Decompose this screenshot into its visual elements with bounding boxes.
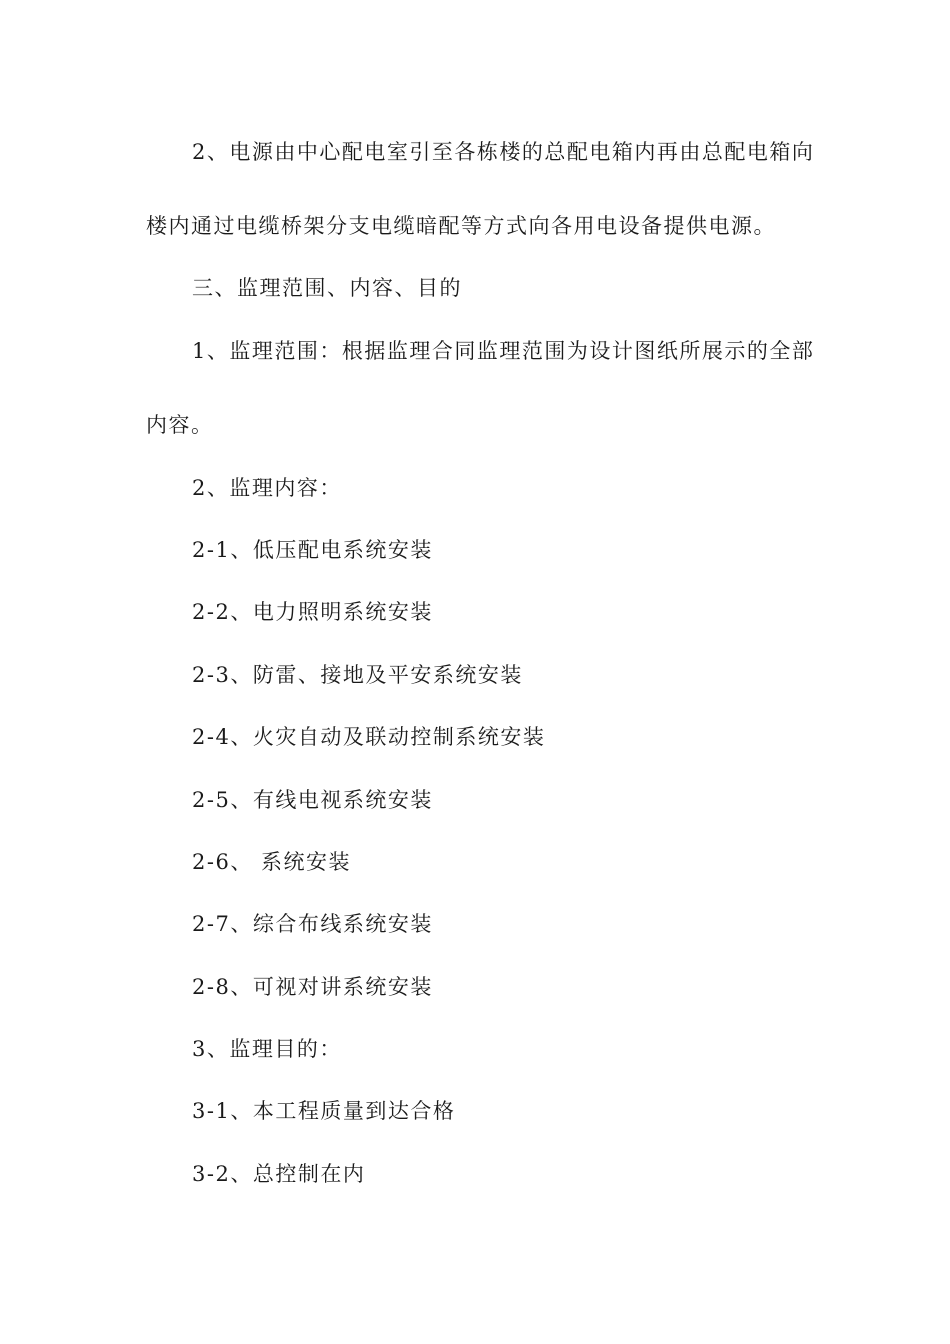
list-item-2-7: 2-7、综合布线系统安装	[192, 912, 433, 936]
list-item-2-6: 2-6、 系统安装	[192, 850, 351, 874]
subheading-content: 2、监理内容：	[192, 476, 342, 500]
paragraph-scope-line-1: 1、监理范围：根据监理合同监理范围为设计图纸所展示的全部	[192, 339, 815, 363]
section-heading-scope: 三、监理范围、内容、目的	[192, 276, 462, 300]
list-item-2-4: 2-4、火灾自动及联动控制系统安装	[192, 725, 546, 749]
paragraph-power-source-line-2: 楼内通过电缆桥架分支电缆暗配等方式向各用电设备提供电源。	[146, 214, 776, 238]
list-item-2-1: 2-1、低压配电系统安装	[192, 538, 433, 562]
list-item-3-1: 3-1、本工程质量到达合格	[192, 1099, 456, 1123]
paragraph-power-source-line-1: 2、电源由中心配电室引至各栋楼的总配电箱内再由总配电箱向	[192, 140, 815, 164]
paragraph-scope-line-2: 内容。	[146, 413, 214, 437]
subheading-purpose: 3、监理目的：	[192, 1037, 342, 1061]
list-item-2-8: 2-8、可视对讲系统安装	[192, 975, 433, 999]
list-item-2-3: 2-3、防雷、接地及平安系统安装	[192, 663, 523, 687]
list-item-2-2: 2-2、电力照明系统安装	[192, 600, 433, 624]
list-item-2-5: 2-5、有线电视系统安装	[192, 788, 433, 812]
list-item-3-2: 3-2、总控制在内	[192, 1162, 366, 1186]
